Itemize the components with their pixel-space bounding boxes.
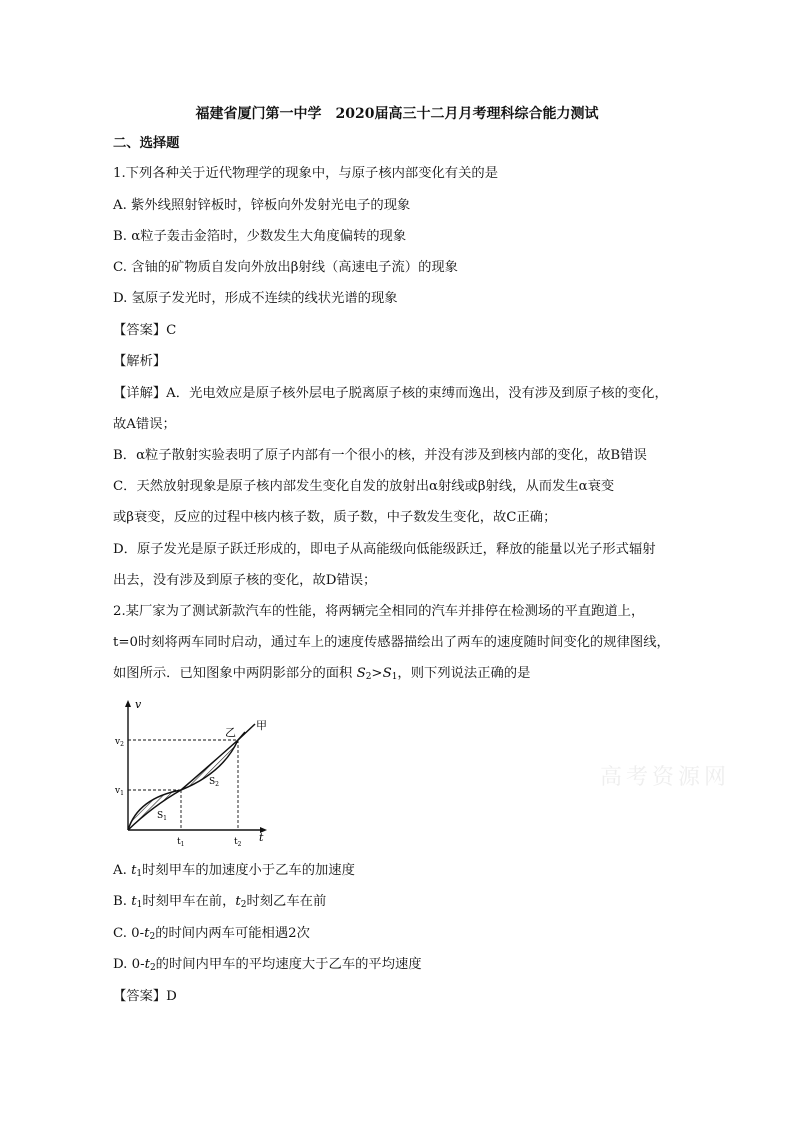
- watermark: 高考资源网: [600, 765, 731, 790]
- velocity-time-graph: [113, 698, 273, 848]
- q1-option-d: D. 氢原子发光时，形成不连续的线状光谱的现象: [113, 291, 398, 306]
- v-axis-arrow-icon: [125, 700, 131, 707]
- t1-label: $t_1$: [177, 837, 185, 848]
- t2-label: $t_2$: [234, 837, 242, 848]
- v2-label: $v_2$: [115, 737, 124, 748]
- v1-label: $v_1$: [115, 786, 124, 797]
- q1-detail-line: 出去，没有涉及到原子核的变化，故D错误；: [113, 573, 377, 588]
- t-axis-label: t: [259, 831, 264, 844]
- s2-label: $S_2$: [209, 777, 219, 788]
- q2-stem-line3: 如图所示．已知图象中两阴影部分的面积 $S_2>S_1$，则下列说法正确的是: [113, 666, 531, 682]
- q2-option-b: B. $t_1$时刻甲车在前，$t_2$时刻乙车在前: [113, 894, 327, 910]
- v-axis-label: v: [135, 698, 142, 711]
- q1-option-a: A. 紫外线照射锌板时，锌板向外发射光电子的现象: [113, 198, 411, 213]
- q1-detail-line: 故A错误；: [113, 417, 176, 432]
- q1-detail-line: C．天然放射现象是原子核内部发生变化自发的放射出α射线或β射线，从而发生α衰变: [113, 479, 615, 494]
- document-title: 福建省厦门第一中学 2020届高三十二月月考理科综合能力测试: [195, 106, 599, 122]
- q1-answer: 【答案】C: [113, 323, 177, 338]
- q2-option-a: A. $t_1$时刻甲车的加速度小于乙车的加速度: [113, 863, 355, 879]
- curve-jia-label: 甲: [256, 719, 267, 732]
- shaded-area-s1: [128, 790, 181, 830]
- s1-label: $S_1$: [157, 811, 167, 822]
- q1-detail-line: 或β衰变，反应的过程中核内核子数，质子数，中子数发生变化，故C正确；: [113, 510, 557, 525]
- curve-yi-label: 乙: [225, 726, 236, 739]
- q1-option-b: B. α粒子轰击金箔时，少数发生大角度偏转的现象: [113, 229, 407, 244]
- q1-detail-line: 【详解】A．光电效应是原子核外层电子脱离原子核的束缚而逸出，没有涉及到原子核的变化，: [113, 386, 668, 401]
- q2-option-d: D. $0-t_2$的时间内甲车的平均速度大于乙车的平均速度: [113, 957, 422, 973]
- q2-option-c: C. $0-t_2$的时间内两车可能相遇2次: [113, 926, 310, 942]
- q1-stem: 1.下列各种关于近代物理学的现象中，与原子核内部变化有关的是: [113, 166, 498, 181]
- q1-option-c: C. 含铀的矿物质自发向外放出β射线（高速电子流）的现象: [113, 260, 458, 275]
- q2-stem-line2: t=0时刻将两车同时启动，通过车上的速度传感器描绘出了两车的速度随时间变化的规律图线，: [113, 635, 670, 650]
- q1-detail-line: D．原子发光是原子跃迁形成的，即电子从高能级向低能级跃迁，释放的能量以光子形式辐射: [113, 542, 656, 557]
- q1-analysis-label: 【解析】: [113, 354, 167, 369]
- q1-detail-line: B．α粒子散射实验表明了原子内部有一个很小的核，并没有涉及到核内部的变化，故B错误: [113, 448, 647, 463]
- section-heading: 二、选择题: [113, 136, 180, 151]
- q2-stem-line1: 2.某厂家为了测试新款汽车的性能，将两辆完全相同的汽车并排停在检测场的平直跑道上，: [113, 604, 645, 619]
- q2-answer: 【答案】D: [113, 989, 177, 1004]
